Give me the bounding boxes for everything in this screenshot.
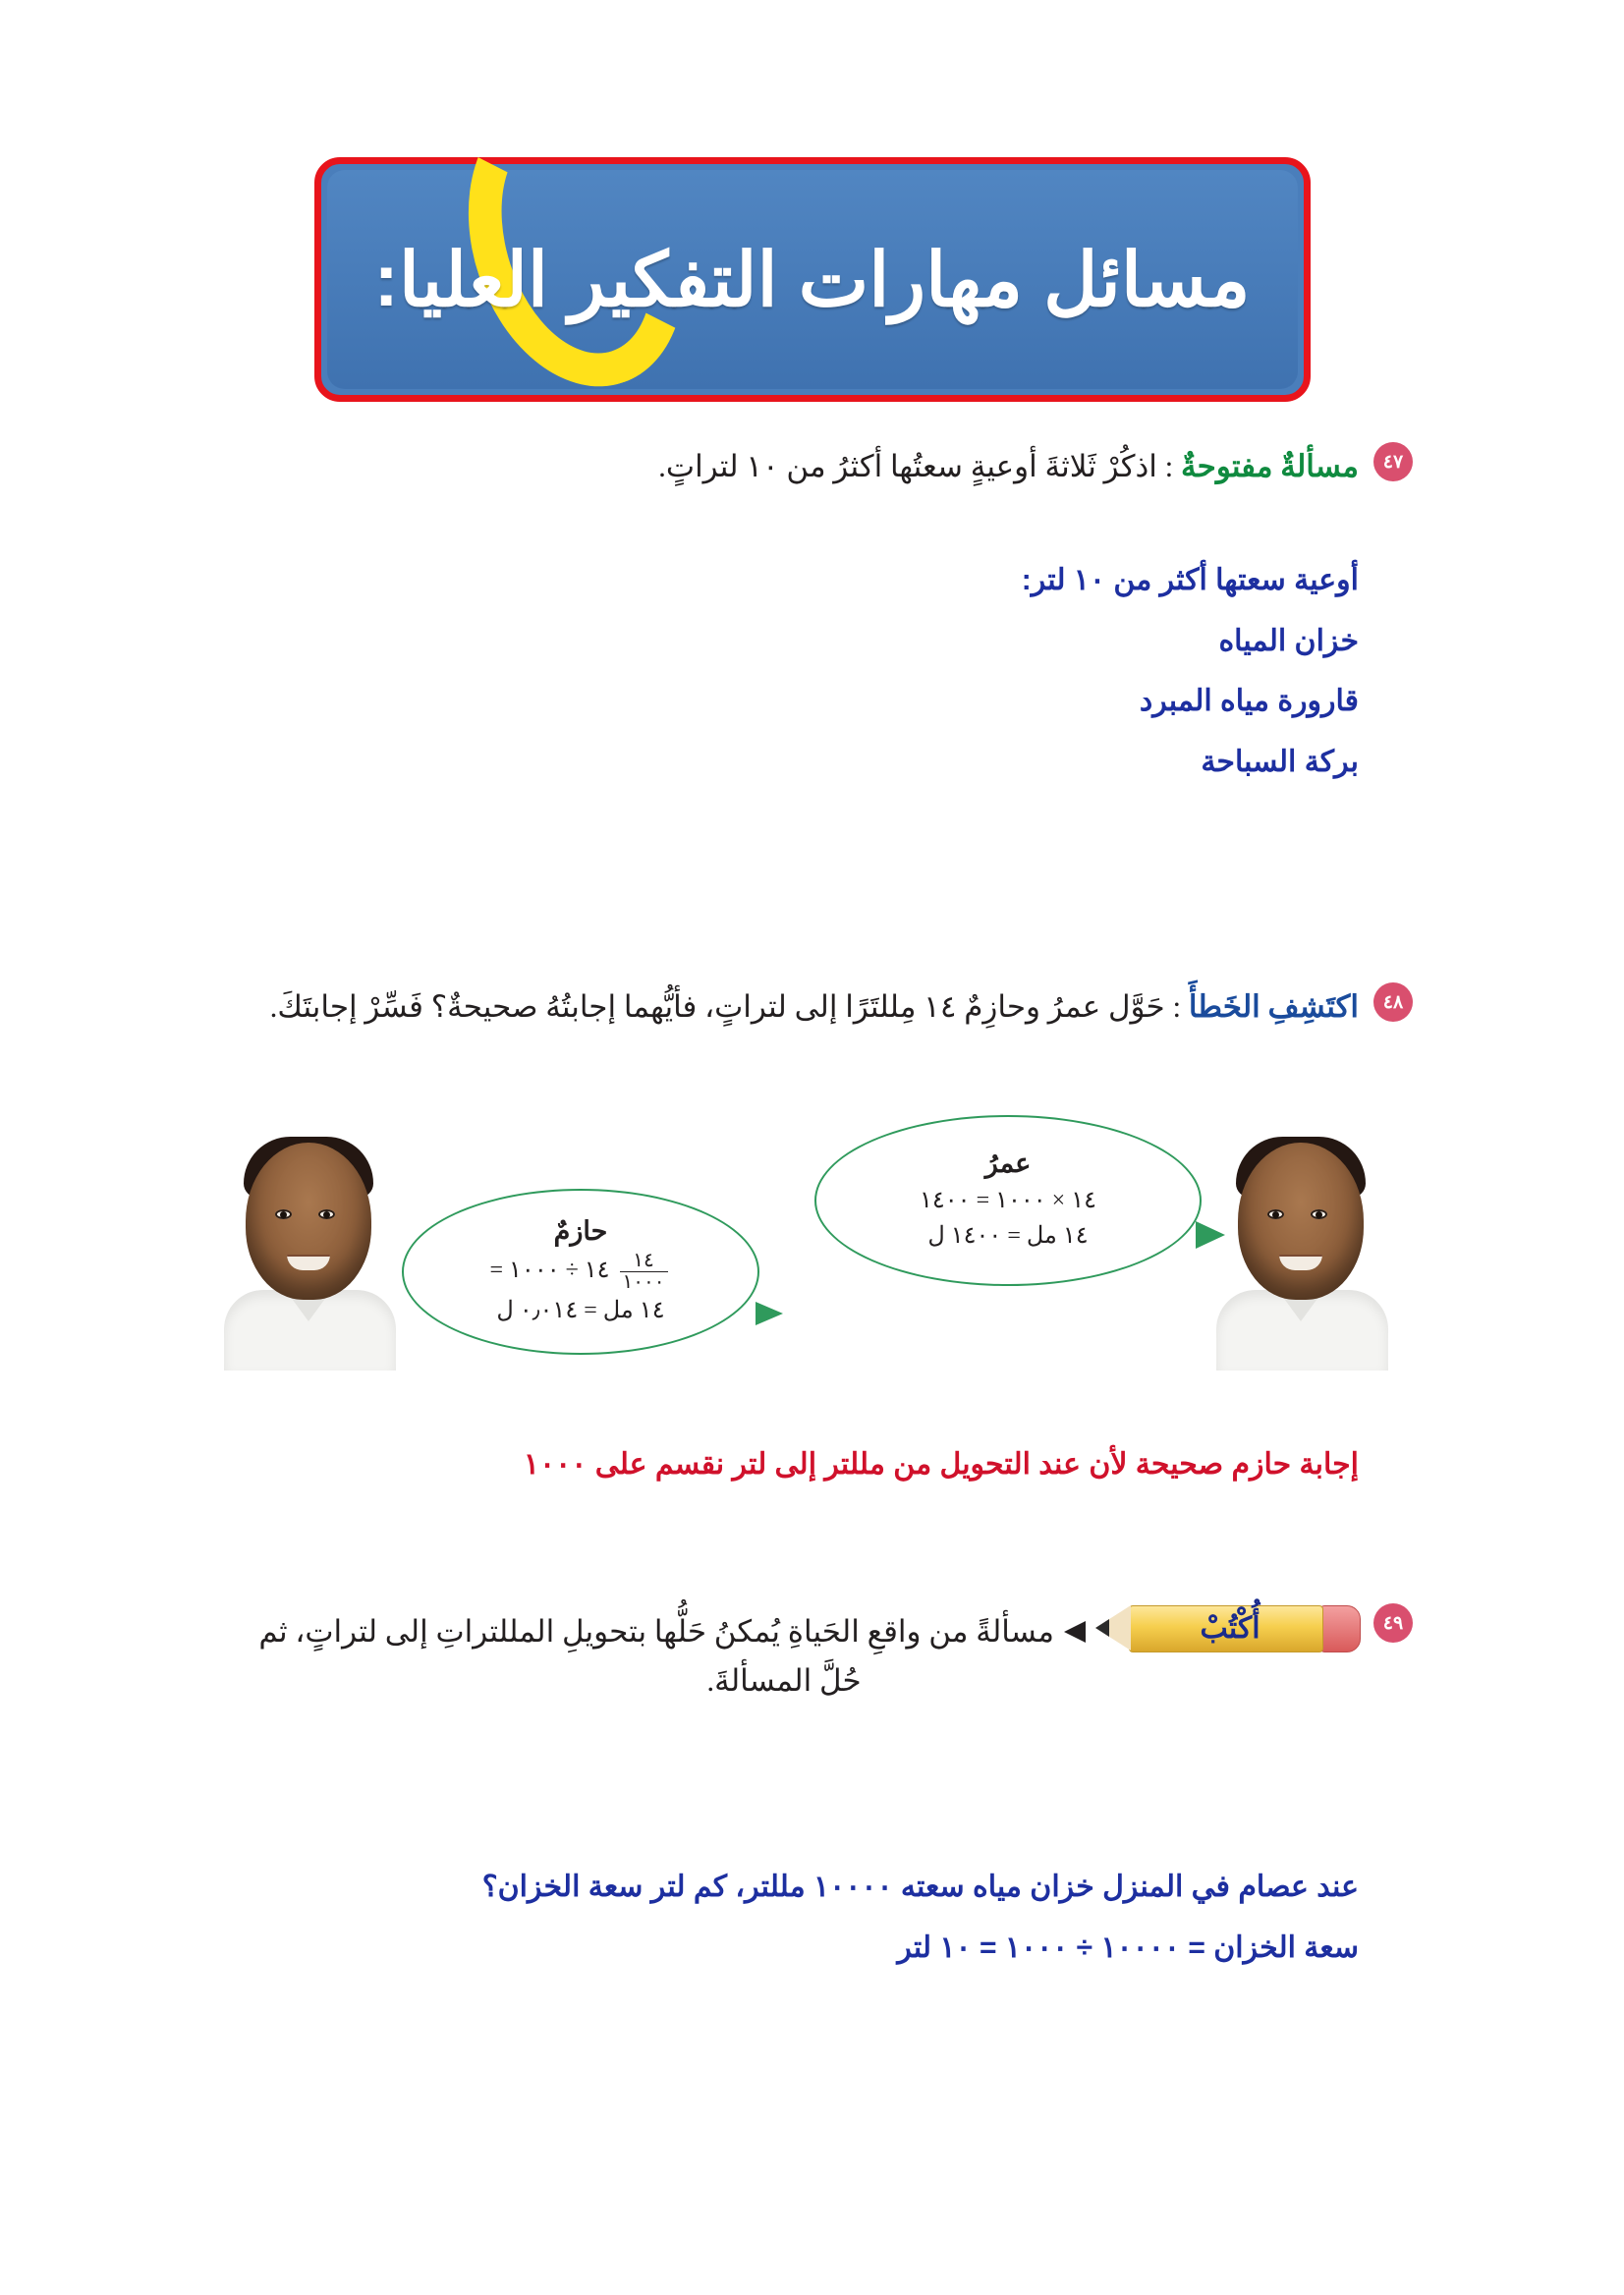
question-47-label: مسألةٌ مفتوحةٌ: [1181, 449, 1359, 483]
kids-illustration: [0, 1115, 1624, 1400]
question-48-text: : حَوَّل عمرُ وحازِمٌ ١٤ مِللتَرًا إلى لتراتٍ، فأيُّهما إجابتُهُ صحيحةٌ؟ فَسِّرْ إجابتَكَ.: [269, 989, 1182, 1024]
fraction-14-over-1000: [620, 1251, 668, 1293]
avatar-head: [246, 1143, 371, 1300]
question-47-answer: [199, 550, 1359, 792]
banner-frame: [314, 157, 1311, 402]
pencil-eraser: [1319, 1605, 1361, 1652]
pencil-arrow-icon: [1064, 1621, 1086, 1643]
question-49-text-line-2: حُلَّ المسألةَ.: [706, 1662, 862, 1698]
pencil-label: أُكْتُبْ: [1200, 1611, 1260, 1645]
avatar-pupil-left: [1272, 1211, 1279, 1218]
bubble-tail-hazim: [756, 1302, 783, 1325]
avatar-head: [1238, 1143, 1364, 1300]
question-47-text: : اذكُرْ ثَلاثةَ أوعيةٍ سعتُها أكثرُ من ١٠ لتراتٍ.: [658, 449, 1174, 483]
question-49-prompt: [190, 1607, 1054, 1705]
banner-title: مسائل مهارات التفكير العليا:: [373, 239, 1251, 322]
section-banner: [0, 157, 1624, 402]
question-48-prompt: [131, 982, 1359, 1032]
fraction-numerator: ١٤: [620, 1251, 668, 1272]
bubble-line: ١٤ مل = ١٤٠٠ ل: [927, 1222, 1089, 1249]
question-48-label: اكتَشِفِ الخَطأَ: [1188, 989, 1359, 1024]
fraction-denominator: ١٠٠٠: [622, 1270, 665, 1293]
avatar-pupil-right: [1316, 1211, 1322, 1218]
question-number-48: ٤٨: [1373, 982, 1413, 1022]
bubble-tail-omar: [1196, 1221, 1225, 1249]
bubble-line-hazim-1-text: ١٤ ÷ ١٠٠٠ =: [489, 1257, 610, 1283]
bubble-line-hazim-1: [489, 1251, 671, 1293]
speech-bubble-hazim: [402, 1189, 759, 1355]
pencil-lead: [1095, 1619, 1109, 1637]
question-number-49: ٤٩: [1373, 1603, 1413, 1643]
avatar-pupil-left: [280, 1211, 287, 1218]
question-48-answer: [190, 1434, 1359, 1495]
answer-line: عند عصام في المنزل خزان مياه سعته ١٠٠٠٠ مللتر، كم لتر سعة الخزان؟: [481, 1871, 1359, 1903]
avatar-omar: [1216, 1135, 1388, 1371]
answer-line: إجابة حازم صحيحة لأن عند التحويل من مللتر إلى لتر نقسم على ١٠٠٠: [523, 1448, 1359, 1481]
question-49-text-line-1: مسألةً من واقعِ الحَياةِ يُمكنُ حَلُّها بتحويلِ المللتراتِ إلى لتراتٍ، ثم: [258, 1614, 1054, 1649]
answer-line: أوعية سعتها أكثر من ١٠ لتر:: [1021, 564, 1359, 596]
answer-line: سعة الخزان = ١٠٠٠٠ ÷ ١٠٠٠ = ١٠ لتر: [897, 1931, 1359, 1964]
avatar-hazim: [224, 1135, 396, 1371]
bubble-line: ١٤ × ١٠٠٠ = ١٤٠٠: [920, 1187, 1096, 1213]
bubble-line: ١٤ مل = ٠٫٠١٤ ل: [496, 1297, 665, 1323]
bubble-name-hazim: حازمٌ: [553, 1215, 608, 1246]
question-47-prompt: [199, 442, 1359, 491]
avatar-pupil-right: [323, 1211, 330, 1218]
answer-line: خزان المياه: [1218, 624, 1359, 657]
question-number-47: ٤٧: [1373, 442, 1413, 481]
bubble-name-omar: عمرُ: [984, 1148, 1032, 1178]
question-49-answer: [190, 1857, 1359, 1978]
speech-bubble-omar: [814, 1115, 1202, 1286]
answer-line: قارورة مياه المبرد: [1139, 685, 1359, 717]
answer-line: بركة السباحة: [1201, 745, 1359, 778]
write-pencil-icon: [1095, 1599, 1361, 1656]
